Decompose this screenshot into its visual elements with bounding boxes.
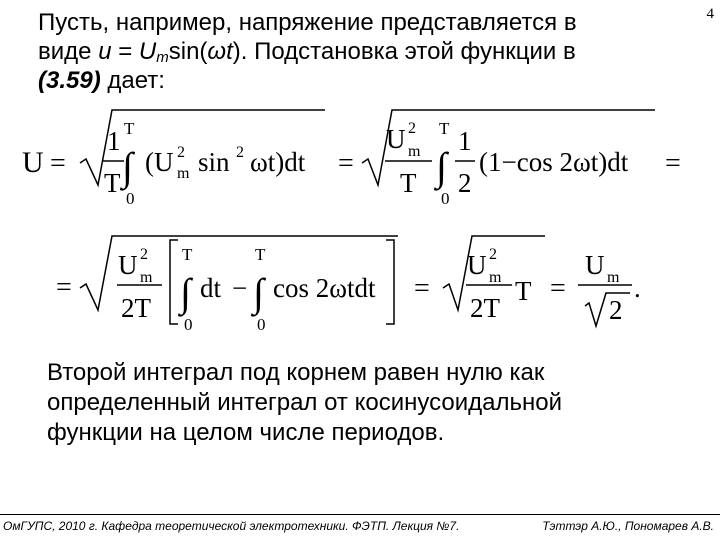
equals-sign: =	[550, 273, 566, 304]
equals-sign: =	[665, 148, 681, 179]
equals-sign: =	[50, 148, 66, 179]
upper-limit-T: T	[124, 119, 135, 138]
intro-line-3-suffix: дает:	[100, 67, 165, 94]
dt-term: dt	[200, 273, 222, 303]
intro-line-1: Пусть, например, напряжение представляется в	[38, 9, 577, 36]
equals-sign: =	[338, 148, 354, 179]
numerator-square: 2	[489, 246, 497, 263]
footer-left-text: ОмГУПС, 2010 г. Кафедра теоретической электротехники. ФЭТП. Лекция №7.	[3, 519, 460, 533]
upper-limit-T: T	[255, 245, 266, 264]
denominator-2T: 2T	[470, 293, 500, 323]
numerator-U: U	[467, 250, 487, 280]
lower-limit-0: 0	[441, 189, 450, 208]
omega-t: ωt	[207, 38, 233, 65]
numerator-U: U	[386, 124, 406, 154]
lower-limit-0: 0	[257, 315, 266, 334]
numerator-m: m	[408, 143, 421, 160]
integrand-open-paren: (	[145, 147, 154, 177]
result-U: U	[585, 250, 605, 280]
footer-divider	[0, 514, 720, 515]
integrand-m: m	[177, 165, 190, 182]
denominator-T: T	[104, 168, 121, 198]
integrand-U: U	[154, 147, 174, 177]
final-period: .	[634, 273, 641, 303]
integral-sign: ∫	[436, 144, 447, 189]
intro-text-prefix: виде	[38, 38, 99, 65]
one-minus-cos-term: (1−cos 2ωt)dt	[479, 147, 629, 177]
denominator-2T: 2T	[121, 293, 151, 323]
lhs-U: U	[22, 146, 44, 179]
integral-sign: ∫	[122, 144, 133, 189]
denominator-T: T	[400, 168, 417, 198]
upper-limit-T: T	[439, 119, 450, 138]
conclusion-text	[47, 358, 687, 448]
sin-open: sin(	[168, 38, 208, 65]
numerator-U: U	[118, 250, 138, 280]
sqrt-two: 2	[609, 295, 623, 325]
conclusion-line-2: определенный интеграл от косинусоидальной	[47, 389, 562, 416]
result-m: m	[607, 269, 620, 286]
right-bracket	[386, 240, 394, 324]
half-denominator: 2	[458, 168, 472, 198]
minus-sign: −	[232, 273, 248, 303]
equation-reference: (3.59)	[38, 67, 101, 94]
integrand-omega-t-dt: ωt)dt	[250, 147, 306, 177]
half-numerator: 1	[458, 126, 472, 156]
numerator-m: m	[140, 269, 153, 286]
cos-term: cos 2ωtdt	[273, 273, 376, 303]
T-factor: T	[515, 276, 532, 306]
numerator-square: 2	[408, 120, 416, 137]
integral-sign: ∫	[253, 270, 264, 315]
lower-limit-0: 0	[184, 315, 193, 334]
page-number: 4	[706, 6, 714, 22]
amplitude-subscript: m	[156, 49, 169, 66]
u-variable: u	[98, 38, 112, 65]
numerator-square: 2	[140, 246, 148, 263]
upper-limit-T: T	[182, 245, 193, 264]
equals-sign: =	[111, 38, 139, 65]
amplitude-variable: U	[138, 38, 157, 65]
intro-text-suffix: ). Подстановка этой функции в	[232, 38, 576, 65]
equals-sign: =	[56, 272, 72, 303]
equals-sign: =	[414, 273, 430, 304]
numerator-m: m	[489, 269, 502, 286]
radical-sign	[585, 293, 630, 326]
lower-limit-0: 0	[126, 189, 135, 208]
conclusion-line-3: функции на целом числе периодов.	[47, 419, 445, 446]
integrand-sin: sin	[198, 147, 230, 177]
integral-sign: ∫	[180, 270, 191, 315]
footer-right-text: Тэттэр А.Ю., Пономарев А.В.	[542, 519, 714, 533]
conclusion-line-1: Второй интеграл под корнем равен нулю как	[47, 359, 545, 386]
sin-square: 2	[236, 144, 244, 161]
numerator-one: 1	[107, 126, 121, 156]
integrand-square: 2	[177, 144, 185, 161]
left-bracket	[170, 240, 178, 324]
